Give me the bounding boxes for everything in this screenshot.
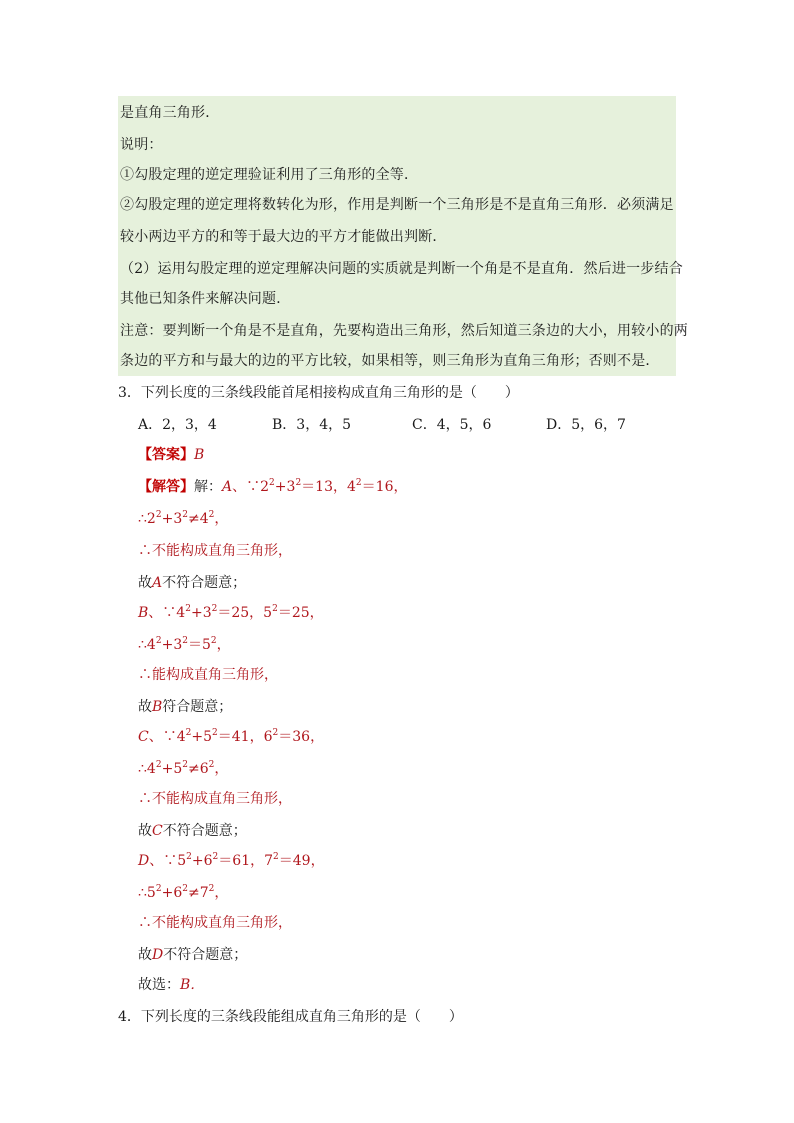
option-b: B．3，4，5	[272, 417, 352, 433]
note-line: 条边的平方和与最大的边的平方比较，如果相等，则三角形为直角三角形；否则不是．	[120, 353, 660, 369]
answer-tag: 【答案】	[138, 447, 194, 463]
analysis-line: ∴不能构成直角三角形，	[138, 543, 292, 559]
note-line: ②勾股定理的逆定理将数转化为形，作用是判断一个三角形是不是直角三角形．必须满足	[120, 197, 674, 213]
analysis-line: 故B符合题意；	[138, 699, 233, 715]
analysis-line: ∴能构成直角三角形，	[138, 667, 278, 683]
analysis-line: 故C不符合题意；	[138, 823, 247, 839]
question-3-options	[138, 416, 698, 434]
question-4-stem: 4．下列长度的三条线段能组成直角三角形的是（ ）	[118, 1009, 463, 1025]
analysis-line: $\therefore 2^2+3^2\ne 4^2$，	[138, 510, 229, 527]
explanation-note-box	[118, 96, 688, 376]
note-line: 注意：要判断一个角是不是直角，先要构造出三角形，然后知道三条边的大小，用较小的两	[120, 323, 688, 339]
analysis-line: ∴不能构成直角三角形，	[138, 791, 292, 807]
analysis-line: C、$\because 4^2+5^2=41$，$6^2=36$，	[138, 728, 325, 745]
analysis-line: $\therefore 5^2+6^2\ne 7^2$，	[138, 884, 229, 901]
analysis-line-a: 【解答】解：A、$\because 2^2+3^2=13$，$4^2=16$，	[138, 478, 408, 495]
note-line: （2）运用勾股定理的逆定理解决问题的实质就是判断一个角是不是直角．然后进一步结合	[120, 261, 683, 277]
analysis-line: 故D不符合题意；	[138, 947, 248, 963]
note-line: 说明：	[120, 137, 163, 153]
option-a: A．2，3，4	[138, 417, 217, 433]
final-choice-line: 故选：B．	[138, 977, 205, 993]
analysis-line: ∴不能构成直角三角形，	[138, 915, 292, 931]
analysis-line: $\therefore 4^2+3^2=5^2$，	[138, 636, 231, 653]
note-line: 较小两边平方的和等于最大边的平方才能做出判断．	[120, 229, 447, 245]
analysis-line: B、$\because 4^2+3^2=25$，$5^2=25$，	[138, 604, 324, 621]
analysis-tag: 【解答】	[138, 479, 194, 495]
option-d: D．5，6，7	[546, 417, 626, 433]
answer-value: B	[194, 447, 205, 463]
answer-line	[138, 446, 204, 464]
analysis-line: 故A不符合题意；	[138, 575, 247, 591]
analysis-line: $\therefore 4^2+5^2\ne 6^2$，	[138, 760, 229, 777]
option-c: C．4，5，6	[412, 417, 492, 433]
note-line: 是直角三角形．	[120, 105, 220, 121]
analysis-line: D、$\because 5^2+6^2=61$，$7^2=49$，	[138, 852, 325, 869]
note-line: 其他已知条件来解决问题．	[120, 291, 291, 307]
question-3-stem: 3．下列长度的三条线段能首尾相接构成直角三角形的是（ ）	[118, 385, 519, 401]
note-line: ①勾股定理的逆定理验证利用了三角形的全等．	[120, 167, 419, 183]
